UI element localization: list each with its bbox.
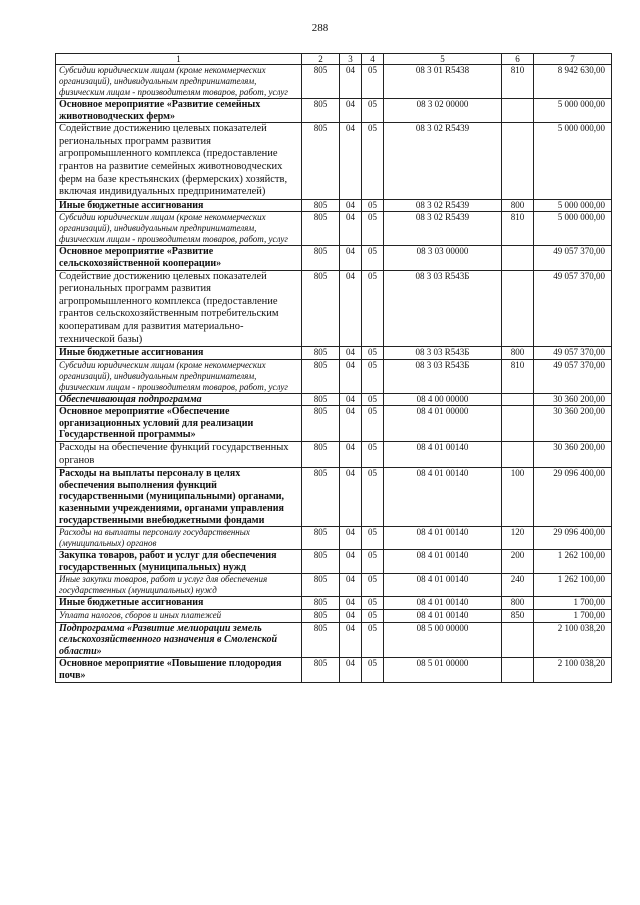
expense-type-cell: 800	[502, 347, 534, 360]
section-cell: 04	[340, 406, 362, 442]
table-row	[56, 123, 612, 200]
row-name-cell: Иные бюджетные ассигнования	[56, 199, 302, 212]
admin-code-cell: 805	[302, 246, 340, 270]
row-name-cell: Расходы на обеспечение функций государственных органов	[56, 442, 302, 468]
admin-code-cell: 805	[302, 270, 340, 347]
target-article-cell: 08 3 03 00000	[384, 246, 502, 270]
subsection-cell: 05	[362, 199, 384, 212]
row-name-cell: Уплата налогов, сборов и иных платежей	[56, 610, 302, 623]
amount-cell: 30 360 200,00	[534, 393, 612, 406]
expense-type-cell	[502, 442, 534, 468]
target-article-cell: 08 4 01 00140	[384, 574, 502, 597]
table-row	[56, 99, 612, 123]
amount-cell: 5 000 000,00	[534, 123, 612, 200]
admin-code-cell: 805	[302, 527, 340, 550]
admin-code-cell: 805	[302, 212, 340, 246]
row-name-cell: Иные бюджетные ассигнования	[56, 597, 302, 610]
admin-code-cell: 805	[302, 99, 340, 123]
subsection-cell: 05	[362, 99, 384, 123]
target-article-cell: 08 3 02 00000	[384, 99, 502, 123]
section-cell: 04	[340, 270, 362, 347]
table-row	[56, 527, 612, 550]
column-header: 4	[362, 54, 384, 65]
subsection-cell: 05	[362, 246, 384, 270]
row-name-cell: Основное мероприятие «Повышение плодородия почв»	[56, 658, 302, 682]
admin-code-cell: 805	[302, 658, 340, 682]
admin-code-cell: 805	[302, 468, 340, 527]
subsection-cell: 05	[362, 123, 384, 200]
section-cell: 04	[340, 99, 362, 123]
table-row	[56, 622, 612, 658]
row-name-cell: Субсидии юридическим лицам (кроме некоммерческих организаций), индивидуальным предпринимателям, физическим лицам - производителям товаров, работ, услуг	[56, 359, 302, 393]
row-name-cell: Основное мероприятие «Развитие сельскохозяйственной кооперации»	[56, 246, 302, 270]
subsection-cell: 05	[362, 550, 384, 574]
expense-type-cell: 810	[502, 65, 534, 99]
expense-type-cell	[502, 622, 534, 658]
table-row	[56, 246, 612, 270]
amount-cell: 1 700,00	[534, 597, 612, 610]
row-name-cell: Обеспечивающая подпрограмма	[56, 393, 302, 406]
row-name-cell: Иные бюджетные ассигнования	[56, 347, 302, 360]
target-article-cell: 08 4 01 00140	[384, 610, 502, 623]
amount-cell: 49 057 370,00	[534, 246, 612, 270]
section-cell: 04	[340, 658, 362, 682]
expense-type-cell: 810	[502, 359, 534, 393]
admin-code-cell: 805	[302, 406, 340, 442]
table-row	[56, 359, 612, 393]
subsection-cell: 05	[362, 658, 384, 682]
target-article-cell: 08 3 02 R5439	[384, 199, 502, 212]
subsection-cell: 05	[362, 359, 384, 393]
page-number: 288	[311, 22, 329, 34]
admin-code-cell: 805	[302, 442, 340, 468]
row-name-cell: Иные закупки товаров, работ и услуг для обеспечения государственных (муниципальных) нужд	[56, 574, 302, 597]
budget-table	[55, 53, 612, 683]
amount-cell: 49 057 370,00	[534, 270, 612, 347]
expense-type-cell: 800	[502, 199, 534, 212]
target-article-cell: 08 3 01 R5438	[384, 65, 502, 99]
column-header: 7	[534, 54, 612, 65]
subsection-cell: 05	[362, 212, 384, 246]
amount-cell: 5 000 000,00	[534, 212, 612, 246]
subsection-cell: 05	[362, 597, 384, 610]
amount-cell: 8 942 630,00	[534, 65, 612, 99]
column-header: 2	[302, 54, 340, 65]
expense-type-cell: 810	[502, 212, 534, 246]
amount-cell: 2 100 038,20	[534, 658, 612, 682]
expense-type-cell: 120	[502, 527, 534, 550]
admin-code-cell: 805	[302, 574, 340, 597]
row-name-cell: Субсидии юридическим лицам (кроме некоммерческих организаций), индивидуальным предпринимателям, физическим лицам - производителям товаров, работ, услуг	[56, 65, 302, 99]
section-cell: 04	[340, 442, 362, 468]
column-header: 6	[502, 54, 534, 65]
table-row	[56, 610, 612, 623]
admin-code-cell: 805	[302, 393, 340, 406]
amount-cell: 49 057 370,00	[534, 359, 612, 393]
target-article-cell: 08 4 01 00140	[384, 442, 502, 468]
amount-cell: 5 000 000,00	[534, 199, 612, 212]
subsection-cell: 05	[362, 270, 384, 347]
admin-code-cell: 805	[302, 359, 340, 393]
amount-cell: 30 360 200,00	[534, 442, 612, 468]
section-cell: 04	[340, 123, 362, 200]
amount-cell: 1 262 100,00	[534, 550, 612, 574]
table-row	[56, 199, 612, 212]
row-name-cell: Расходы на выплаты персоналу государственных (муниципальных) органов	[56, 527, 302, 550]
section-cell: 04	[340, 359, 362, 393]
table-row	[56, 597, 612, 610]
subsection-cell: 05	[362, 527, 384, 550]
table-row	[56, 406, 612, 442]
section-cell: 04	[340, 246, 362, 270]
subsection-cell: 05	[362, 65, 384, 99]
target-article-cell: 08 4 01 00140	[384, 527, 502, 550]
column-header: 3	[340, 54, 362, 65]
section-cell: 04	[340, 550, 362, 574]
target-article-cell: 08 5 00 00000	[384, 622, 502, 658]
table-header-row	[56, 54, 612, 65]
target-article-cell: 08 4 01 00000	[384, 406, 502, 442]
table-row	[56, 658, 612, 682]
expense-type-cell: 200	[502, 550, 534, 574]
subsection-cell: 05	[362, 442, 384, 468]
section-cell: 04	[340, 622, 362, 658]
table-row	[56, 468, 612, 527]
row-name-cell: Основное мероприятие «Развитие семейных животноводческих ферм»	[56, 99, 302, 123]
expense-type-cell	[502, 406, 534, 442]
admin-code-cell: 805	[302, 622, 340, 658]
amount-cell: 30 360 200,00	[534, 406, 612, 442]
section-cell: 04	[340, 347, 362, 360]
target-article-cell: 08 3 02 R5439	[384, 123, 502, 200]
row-name-cell: Основное мероприятие «Обеспечение организационных условий для реализации Государственной программы»	[56, 406, 302, 442]
amount-cell: 1 700,00	[534, 610, 612, 623]
column-header: 5	[384, 54, 502, 65]
target-article-cell: 08 3 03 R543Б	[384, 270, 502, 347]
subsection-cell: 05	[362, 622, 384, 658]
admin-code-cell: 805	[302, 65, 340, 99]
amount-cell: 29 096 400,00	[534, 527, 612, 550]
expense-type-cell: 100	[502, 468, 534, 527]
amount-cell: 5 000 000,00	[534, 99, 612, 123]
target-article-cell: 08 5 01 00000	[384, 658, 502, 682]
row-name-cell: Расходы на выплаты персоналу в целях обеспечения выполнения функций государственными (муниципальными) органами, казенными учреждениями, органами управления государственными внебюджетными фондами	[56, 468, 302, 527]
target-article-cell: 08 3 02 R5439	[384, 212, 502, 246]
admin-code-cell: 805	[302, 597, 340, 610]
expense-type-cell: 240	[502, 574, 534, 597]
section-cell: 04	[340, 574, 362, 597]
section-cell: 04	[340, 610, 362, 623]
section-cell: 04	[340, 468, 362, 527]
row-name-cell: Субсидии юридическим лицам (кроме некоммерческих организаций), индивидуальным предпринимателям, физическим лицам - производителям товаров, работ, услуг	[56, 212, 302, 246]
table-row	[56, 393, 612, 406]
admin-code-cell: 805	[302, 347, 340, 360]
amount-cell: 49 057 370,00	[534, 347, 612, 360]
subsection-cell: 05	[362, 574, 384, 597]
subsection-cell: 05	[362, 406, 384, 442]
subsection-cell: 05	[362, 468, 384, 527]
target-article-cell: 08 4 01 00140	[384, 550, 502, 574]
section-cell: 04	[340, 597, 362, 610]
row-name-cell: Содействие достижению целевых показателей региональных программ развития агропромышленного комплекса (предоставление грантов сельскохозяйственным потребительским кооперативам для развития материально-технической базы)	[56, 270, 302, 347]
expense-type-cell	[502, 393, 534, 406]
table-row	[56, 442, 612, 468]
table-row	[56, 212, 612, 246]
admin-code-cell: 805	[302, 123, 340, 200]
target-article-cell: 08 4 01 00140	[384, 468, 502, 527]
subsection-cell: 05	[362, 347, 384, 360]
expense-type-cell	[502, 270, 534, 347]
table-row	[56, 65, 612, 99]
section-cell: 04	[340, 199, 362, 212]
amount-cell: 29 096 400,00	[534, 468, 612, 527]
subsection-cell: 05	[362, 610, 384, 623]
expense-type-cell	[502, 658, 534, 682]
target-article-cell: 08 3 03 R543Б	[384, 359, 502, 393]
row-name-cell: Закупка товаров, работ и услуг для обеспечения государственных (муниципальных) нужд	[56, 550, 302, 574]
expense-type-cell	[502, 246, 534, 270]
table-row	[56, 550, 612, 574]
table-row	[56, 574, 612, 597]
row-name-cell: Содействие достижению целевых показателей региональных программ развития агропромышленного комплекса (предоставление грантов на развитие семейных животноводческих ферм на базе крестьянских (фермерских) хозяйств, включая индивидуальных предпринимателей)	[56, 123, 302, 200]
section-cell: 04	[340, 527, 362, 550]
table-row	[56, 347, 612, 360]
amount-cell: 1 262 100,00	[534, 574, 612, 597]
amount-cell: 2 100 038,20	[534, 622, 612, 658]
section-cell: 04	[340, 212, 362, 246]
admin-code-cell: 805	[302, 610, 340, 623]
admin-code-cell: 805	[302, 550, 340, 574]
expense-type-cell	[502, 99, 534, 123]
admin-code-cell: 805	[302, 199, 340, 212]
section-cell: 04	[340, 65, 362, 99]
target-article-cell: 08 4 01 00140	[384, 597, 502, 610]
expense-type-cell	[502, 123, 534, 200]
section-cell: 04	[340, 393, 362, 406]
subsection-cell: 05	[362, 393, 384, 406]
target-article-cell: 08 3 03 R543Б	[384, 347, 502, 360]
column-header: 1	[56, 54, 302, 65]
expense-type-cell: 800	[502, 597, 534, 610]
row-name-cell: Подпрограмма «Развитие мелиорации земель сельскохозяйственного назначения в Смоленской области»	[56, 622, 302, 658]
expense-type-cell: 850	[502, 610, 534, 623]
target-article-cell: 08 4 00 00000	[384, 393, 502, 406]
table-row	[56, 270, 612, 347]
